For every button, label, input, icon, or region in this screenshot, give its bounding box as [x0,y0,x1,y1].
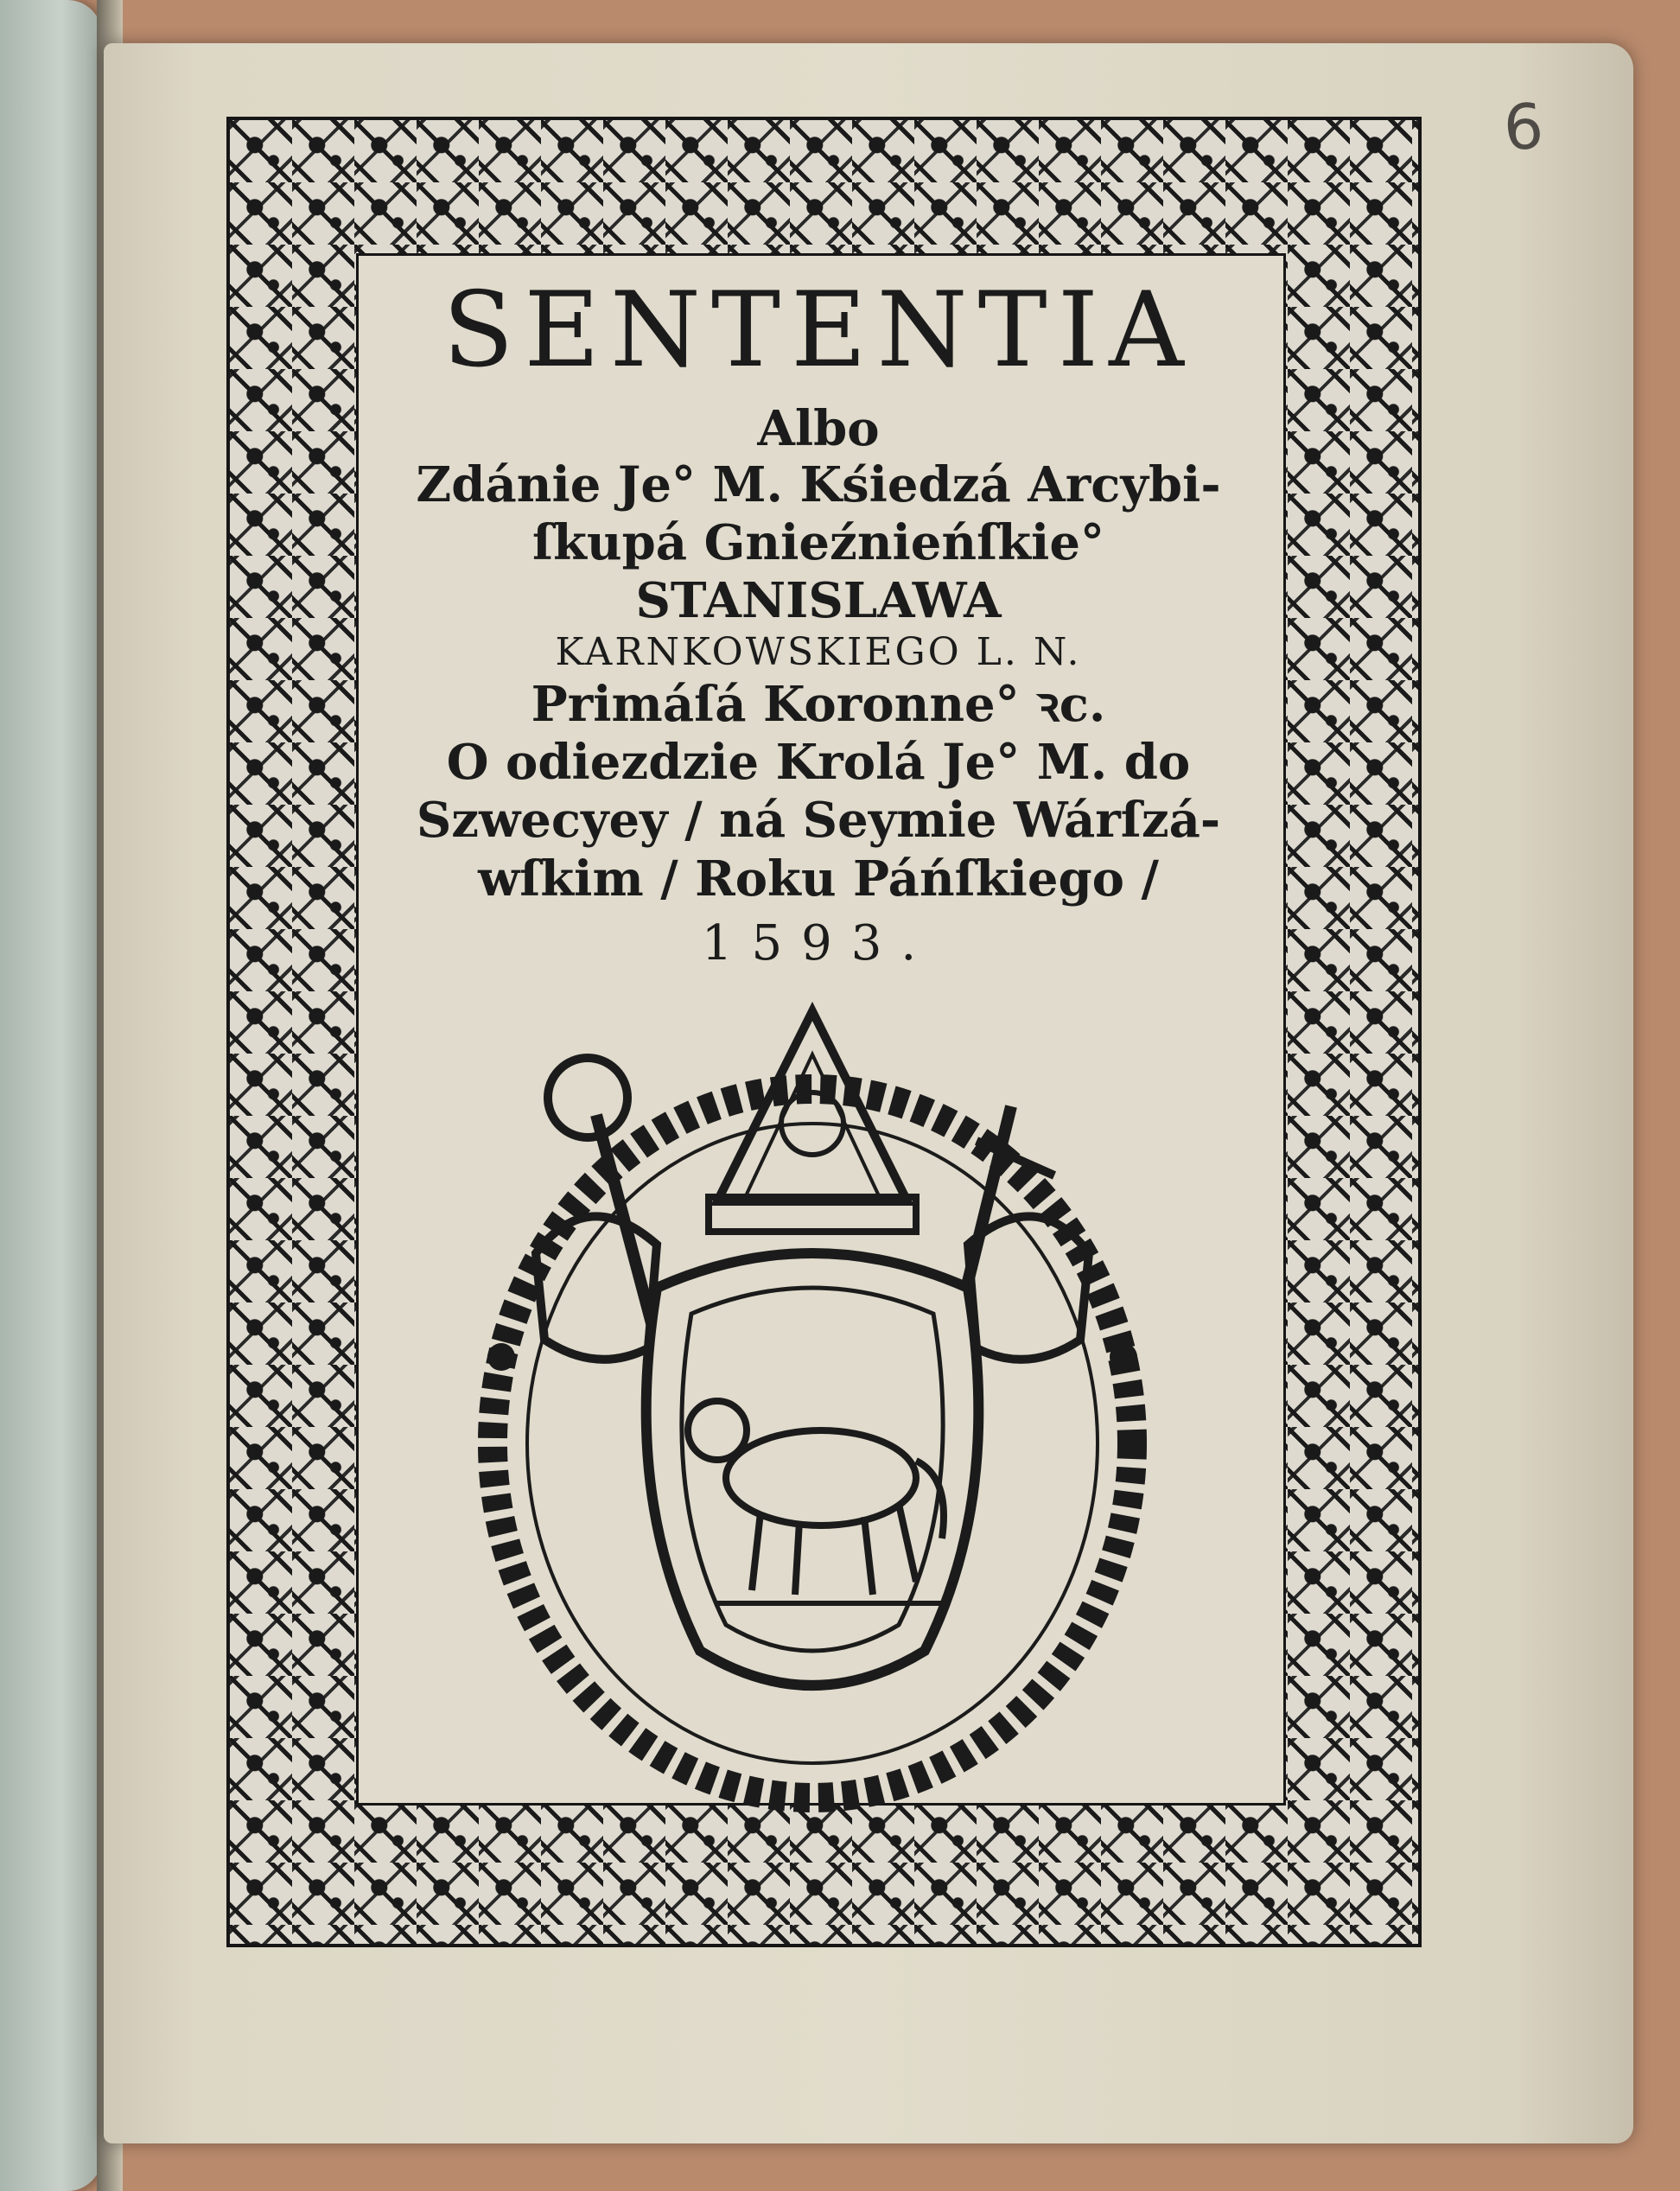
title-line: ſkupá Gnieźnieńſkie° STANISLAWA [532,513,1104,629]
title-line: Zdánie Je° M. Kśiedzá Arcybi- [416,455,1221,513]
title-line: KARNKOWSKIEGO L. N. [555,630,1082,675]
title-line: Primáſá Koronne° ꝛc. [531,675,1106,733]
coat-of-arms-lamb-icon [458,959,1167,1815]
title-line: Szwecyey / ná Seymie Wárſzá- [416,792,1221,850]
title-albo: Albo [757,400,880,457]
page-number: 6 [1501,89,1546,165]
title-year: 1593. [701,914,936,971]
title-block [356,271,1281,971]
title-line: wſkim / Roku Páńſkiego / [478,850,1159,908]
adjacent-page [0,0,102,2191]
title-main: SENTENTIA [442,271,1194,391]
title-line: O odiezdzie Krolá Je° M. do [446,734,1191,792]
